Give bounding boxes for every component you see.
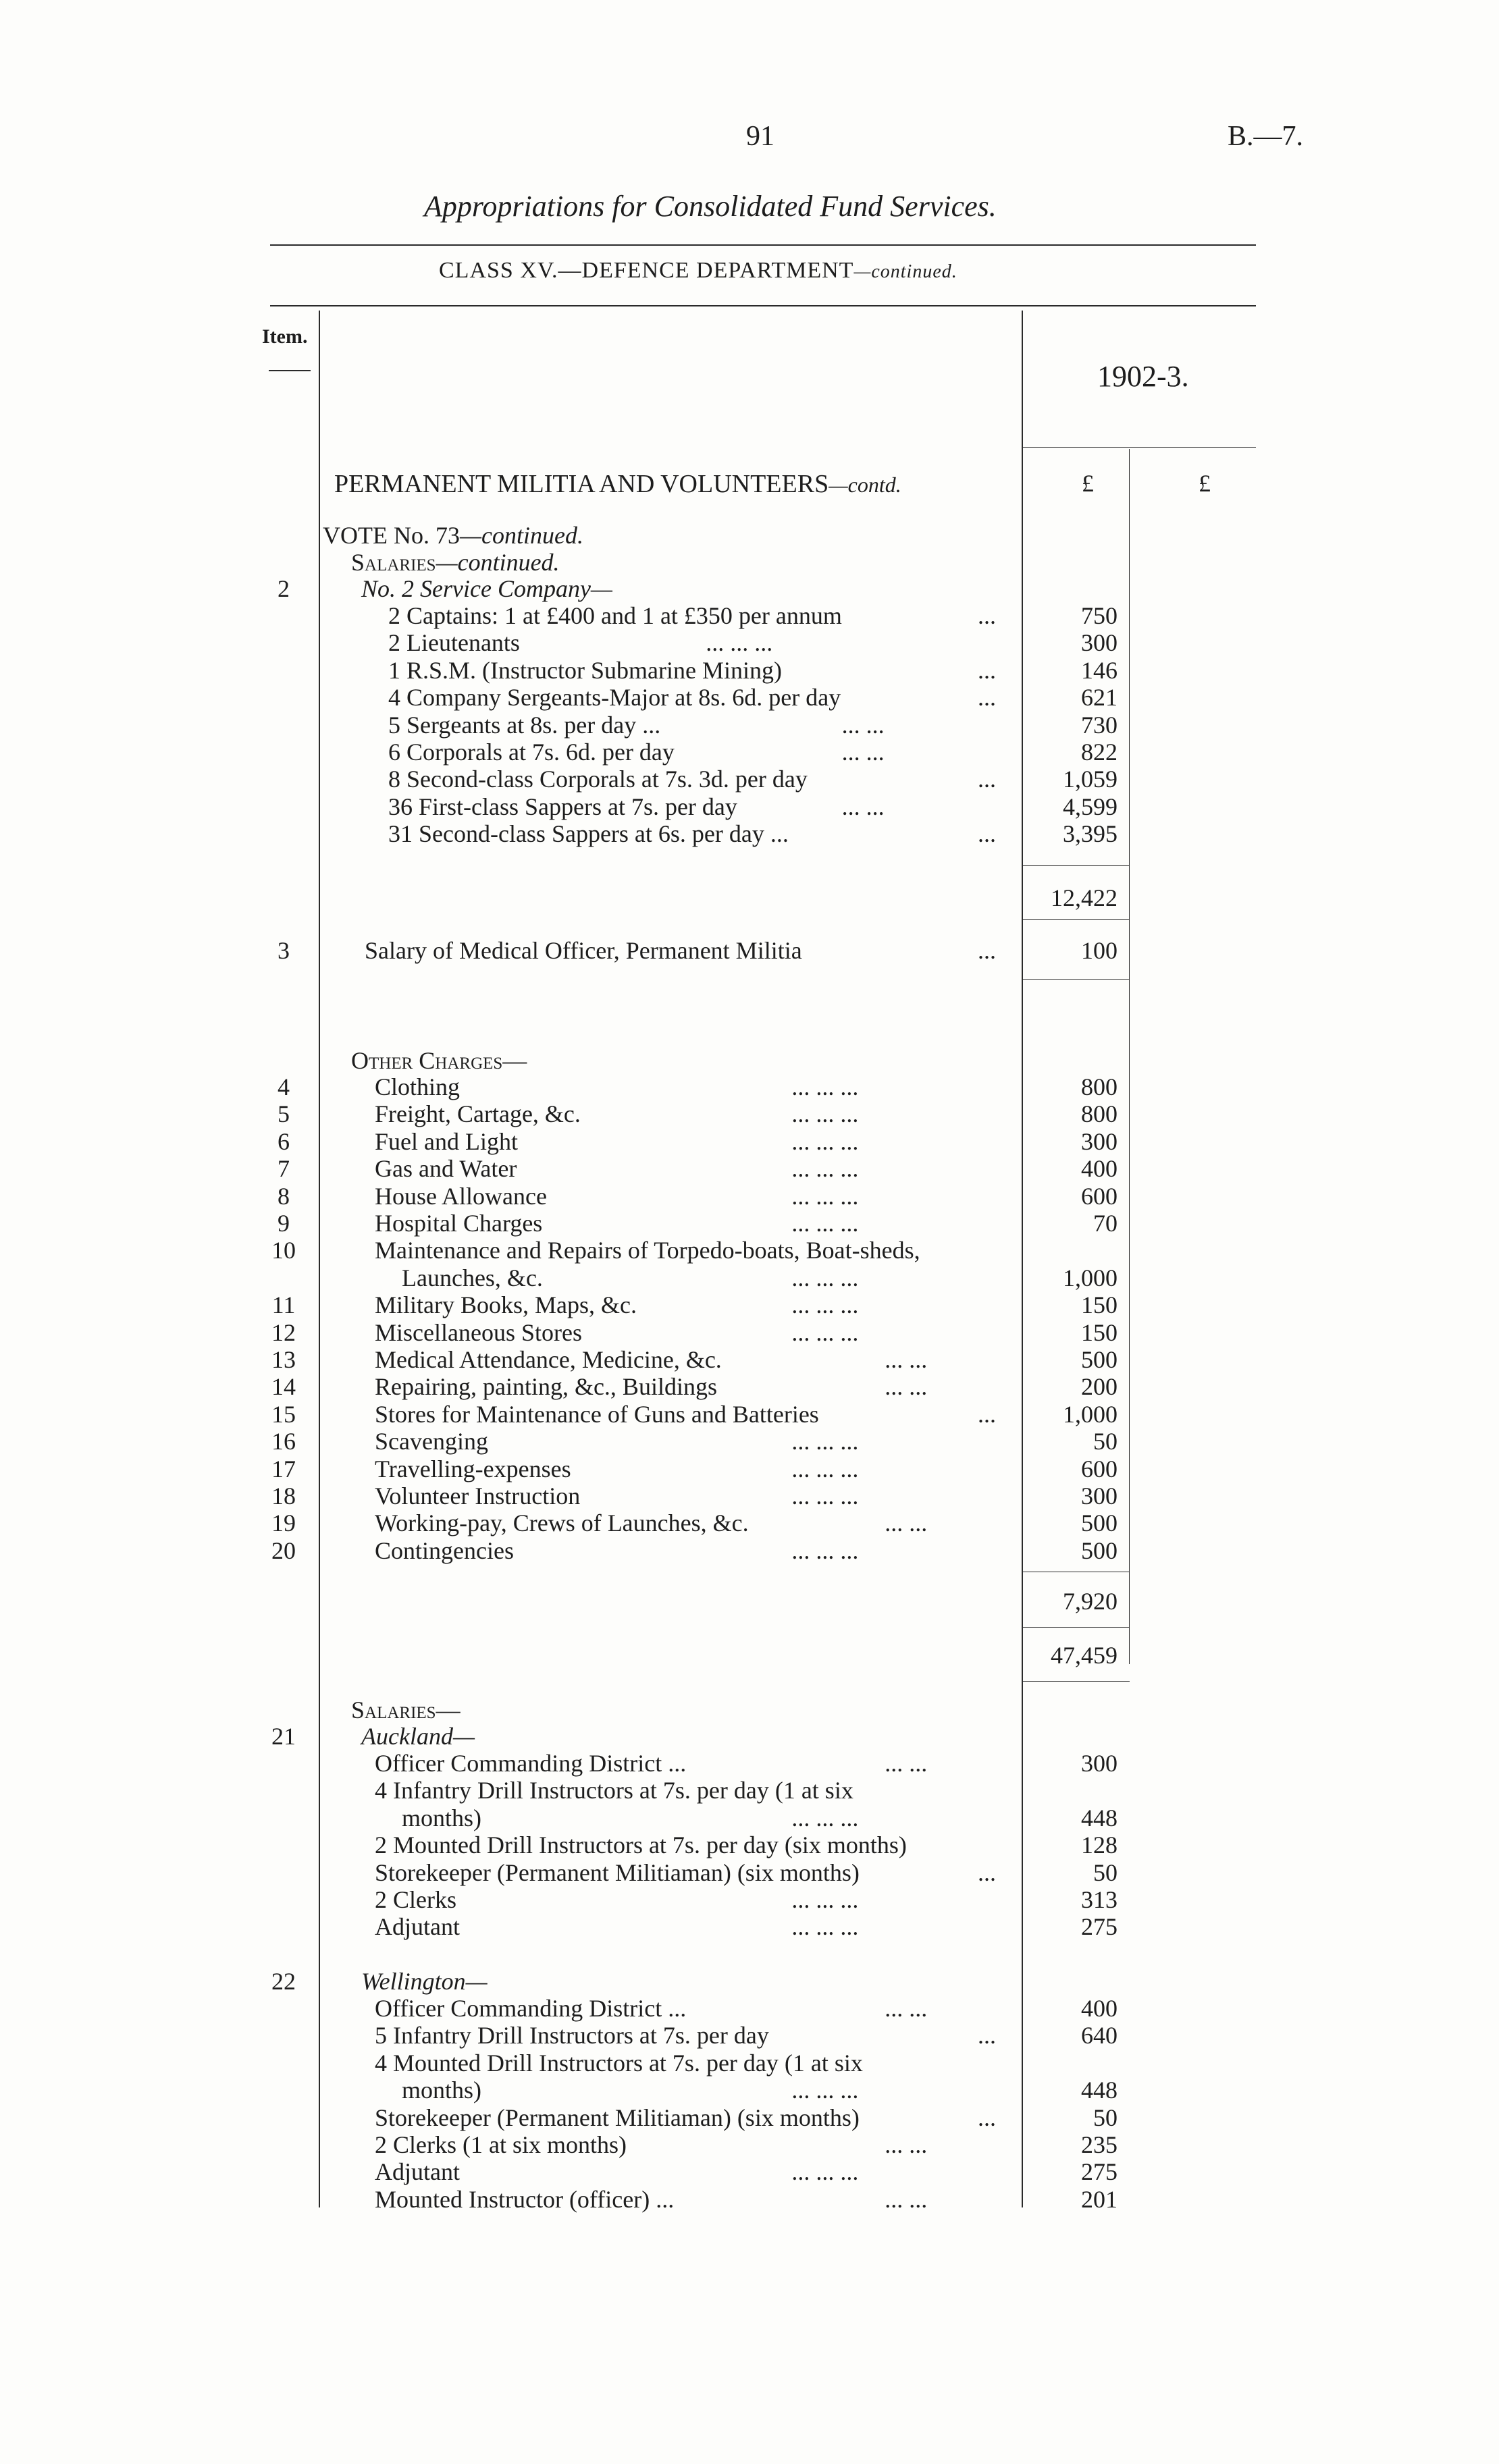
leader-dots: ... ... ... — [791, 1536, 859, 1564]
row-description: 1 R.S.M. (Instructor Submarine Mining) — [388, 656, 782, 684]
row-amount: 150 — [1081, 1318, 1117, 1346]
table-row — [0, 1401, 1499, 1428]
row-description: 2 Lieutenants — [388, 629, 520, 657]
leader-dots: ... ... ... — [791, 1291, 859, 1319]
row-amount: 275 — [1081, 2158, 1117, 2186]
year-header-rule — [1023, 447, 1256, 448]
table-row — [0, 766, 1499, 793]
table-row — [0, 2050, 1499, 2077]
row-description: Maintenance and Repairs of Torpedo-boats, Boat-sheds, — [375, 1237, 920, 1264]
year-column-header: 1902-3. — [1097, 360, 1189, 393]
row-description: Storekeeper (Permanent Militiaman) (six months) — [375, 1858, 860, 1886]
other-subtotal-bottom-rule — [1022, 1627, 1130, 1628]
leader-dots: ... ... ... — [791, 1100, 859, 1128]
table-row — [0, 657, 1499, 684]
table-row — [0, 793, 1499, 820]
row-amount: 400 — [1081, 1995, 1117, 2022]
table-row — [0, 684, 1499, 711]
row-amount: 1,059 — [1063, 766, 1117, 793]
table-row — [0, 1291, 1499, 1318]
table-row — [0, 1913, 1499, 1940]
leader-dots: ... ... — [885, 1750, 928, 1777]
leader-dots: ... — [978, 766, 996, 793]
leader-dots: ... ... ... — [791, 1318, 859, 1346]
item-number: 21 — [271, 1723, 296, 1750]
table-row — [0, 1128, 1499, 1155]
medical-bottom-rule — [1022, 979, 1130, 980]
item-number: 7 — [278, 1155, 290, 1183]
row-amount: 300 — [1081, 1482, 1117, 1509]
row-description: Storekeeper (Permanent Militiaman) (six months) — [375, 2104, 860, 2131]
class-heading-main: CLASS XV.—DEFENCE DEPARTMENT — [439, 258, 854, 283]
row-description: House Allowance — [375, 1182, 547, 1210]
item-number: 12 — [271, 1318, 296, 1346]
row-amount: 640 — [1081, 2022, 1117, 2050]
leader-dots: ... ... ... — [791, 1482, 859, 1509]
leader-dots: ... — [978, 820, 996, 848]
row-description: Officer Commanding District ... — [375, 1995, 687, 2022]
leader-dots: ... — [978, 937, 996, 964]
table-row — [0, 1155, 1499, 1182]
item-number: 6 — [278, 1127, 290, 1155]
leader-dots: ... ... — [841, 739, 885, 766]
leader-dots: ... ... ... — [791, 1127, 859, 1155]
row-description: Launches, &c. — [402, 1264, 543, 1291]
row-amount: 1,000 — [1063, 1264, 1117, 1291]
table-row — [0, 1100, 1499, 1127]
leader-dots: ... ... ... — [706, 629, 773, 657]
leader-dots: ... — [978, 2022, 996, 2050]
table-row — [0, 1428, 1499, 1455]
leader-dots: ... ... ... — [791, 1455, 859, 1482]
leader-dots: ... ... — [841, 793, 885, 820]
item-number: 18 — [271, 1482, 296, 1509]
table-row — [0, 2186, 1499, 2213]
table-row — [0, 1455, 1499, 1482]
row-description: 2 Clerks (1 at six months) — [375, 2131, 627, 2158]
row-amount: 50 — [1093, 2104, 1117, 2131]
row-amount: 4,599 — [1063, 793, 1117, 820]
class-heading-suffix: —continued. — [853, 261, 957, 282]
table-row — [0, 2131, 1499, 2158]
row-amount: 150 — [1081, 1291, 1117, 1319]
leader-dots: ... — [978, 684, 996, 712]
table-row — [0, 1073, 1499, 1100]
salaries-continued-suffix: —continued. — [436, 549, 560, 576]
leader-dots: ... — [978, 656, 996, 684]
table-row — [0, 1859, 1499, 1886]
row-description: 4 Company Sergeants-Major at 8s. 6d. per day — [388, 684, 841, 712]
table-row — [0, 1750, 1499, 1777]
salaries-continued-heading — [351, 548, 560, 577]
row-description: Scavenging — [375, 1428, 488, 1455]
row-description: Adjutant — [375, 2158, 460, 2186]
vote-suffix: —continued. — [459, 522, 583, 549]
row-description: 4 Mounted Drill Instructors at 7s. per day (1 at six — [375, 2049, 863, 2077]
row-amount: 822 — [1081, 739, 1117, 766]
other-subtotal-row — [0, 1588, 1499, 1615]
row-amount: 600 — [1081, 1182, 1117, 1210]
table-row — [0, 1482, 1499, 1509]
row-amount: 70 — [1093, 1210, 1117, 1237]
item-number: 10 — [271, 1237, 296, 1264]
row-description: Working-pay, Crews of Launches, &c. — [375, 1509, 749, 1537]
class-heading — [439, 258, 957, 284]
row-amount: 50 — [1093, 1428, 1117, 1455]
table-row — [0, 1509, 1499, 1536]
item-number: 20 — [271, 1536, 296, 1564]
table-row — [0, 2158, 1499, 2185]
wellington-heading: Wellington— — [361, 1968, 488, 1995]
row-amount: 300 — [1081, 1127, 1117, 1155]
item-number: 22 — [271, 1968, 296, 1995]
row-description: 8 Second-class Corporals at 7s. 3d. per day — [388, 766, 808, 793]
class-rule — [270, 305, 1256, 306]
table-row — [0, 1831, 1499, 1858]
leader-dots: ... ... ... — [791, 1155, 859, 1183]
table-row — [0, 1537, 1499, 1564]
table-row — [0, 2077, 1499, 2104]
leader-dots: ... — [978, 1400, 996, 1428]
row-description: Adjutant — [375, 1913, 460, 1941]
section-title — [334, 469, 901, 499]
item-number: 16 — [271, 1428, 296, 1455]
leader-dots: ... ... ... — [791, 1182, 859, 1210]
table-row — [0, 739, 1499, 766]
row-amount: 448 — [1081, 1804, 1117, 1831]
row-amount: 621 — [1081, 684, 1117, 712]
item-number: 3 — [278, 937, 290, 964]
row-amount: 750 — [1081, 602, 1117, 629]
leader-dots: ... ... — [885, 2185, 928, 2213]
leader-dots: ... ... ... — [791, 1804, 859, 1831]
page-title: Appropriations for Consolidated Fund Services. — [424, 190, 997, 223]
service-company-heading: No. 2 Service Company— — [361, 575, 612, 602]
table-row — [0, 1319, 1499, 1346]
row-amount: 50 — [1093, 1858, 1117, 1886]
company-subtotal-rule — [1022, 865, 1130, 866]
row-description: 2 Mounted Drill Instructors at 7s. per day (six months) — [375, 1831, 907, 1859]
table-row — [0, 1237, 1499, 1264]
page-number: 91 — [746, 121, 774, 152]
row-amount: 146 — [1081, 656, 1117, 684]
row-description: months) — [402, 2077, 482, 2104]
grand-total-row — [0, 1642, 1499, 1669]
leader-dots: ... ... — [885, 1346, 928, 1373]
row-amount: 500 — [1081, 1509, 1117, 1537]
row-description: 2 Captains: 1 at £400 and 1 at £350 per annum — [388, 602, 842, 629]
row-description: Clothing — [375, 1073, 461, 1100]
row-description: Repairing, painting, &c., Buildings — [375, 1373, 717, 1401]
leader-dots: ... — [978, 1858, 996, 1886]
item-number: 11 — [271, 1291, 296, 1319]
row-amount: 235 — [1081, 2131, 1117, 2158]
row-description: Fuel and Light — [375, 1127, 518, 1155]
row-description: 6 Corporals at 7s. 6d. per day — [388, 739, 675, 766]
table-row — [0, 1804, 1499, 1831]
row-amount: 300 — [1081, 1750, 1117, 1777]
company-subtotal: 12,422 — [1051, 884, 1117, 911]
row-description: Officer Commanding District ... — [375, 1750, 687, 1777]
leader-dots: ... ... ... — [791, 1210, 859, 1237]
row-description: Travelling-expenses — [375, 1455, 571, 1482]
row-amount: 500 — [1081, 1346, 1117, 1373]
row-amount: 300 — [1081, 629, 1117, 657]
item-number: 8 — [278, 1182, 290, 1210]
row-description: Hospital Charges — [375, 1210, 543, 1237]
page-reference: B.—7. — [1228, 121, 1304, 152]
other-charges-subtotal: 7,920 — [1063, 1588, 1117, 1615]
row-description: Mounted Instructor (officer) ... — [375, 2185, 675, 2213]
grand-total: 47,459 — [1051, 1642, 1117, 1669]
service-company-row — [0, 575, 1499, 602]
row-amount: 201 — [1081, 2185, 1117, 2213]
table-row — [0, 1264, 1499, 1291]
item-column-header: Item. — [262, 325, 308, 348]
vote-number: VOTE No. 73 — [323, 522, 460, 549]
row-description: Miscellaneous Stores — [375, 1318, 582, 1346]
row-amount: 800 — [1081, 1100, 1117, 1128]
row-description: 2 Clerks — [375, 1886, 456, 1913]
pound-sign-column-2: £ — [1199, 470, 1211, 497]
leader-dots: ... ... ... — [791, 1264, 859, 1291]
leader-dots: ... ... — [885, 1373, 928, 1401]
row-amount: 3,395 — [1063, 820, 1117, 848]
item-number: 5 — [278, 1100, 290, 1128]
leader-dots: ... ... — [885, 1509, 928, 1537]
row-amount: 448 — [1081, 2077, 1117, 2104]
item-number: 14 — [271, 1373, 296, 1401]
table-row — [0, 712, 1499, 739]
leader-dots: ... ... ... — [791, 1428, 859, 1455]
row-description: 5 Sergeants at 8s. per day ... — [388, 711, 661, 739]
leader-dots: ... ... ... — [791, 1886, 859, 1913]
row-amount: 313 — [1081, 1886, 1117, 1913]
medical-officer-description: Salary of Medical Officer, Permanent Militia — [365, 937, 802, 964]
grand-total-bottom-rule — [1022, 1681, 1130, 1682]
item-number: 13 — [271, 1346, 296, 1373]
row-description: 4 Infantry Drill Instructors at 7s. per day (1 at six — [375, 1777, 853, 1804]
item-number: 17 — [271, 1455, 296, 1482]
row-description: Stores for Maintenance of Guns and Batteries — [375, 1400, 819, 1428]
row-amount: 1,000 — [1063, 1400, 1117, 1428]
leader-dots: ... ... — [885, 2131, 928, 2158]
row-amount: 128 — [1081, 1831, 1117, 1859]
table-row — [0, 1183, 1499, 1210]
wellington-heading-row — [0, 1968, 1499, 1995]
table-row — [0, 1346, 1499, 1373]
row-amount: 600 — [1081, 1455, 1117, 1482]
item-header-dash — [269, 370, 311, 371]
item-number: 2 — [278, 575, 290, 602]
leader-dots: ... — [978, 2104, 996, 2131]
row-amount: 200 — [1081, 1373, 1117, 1401]
table-row — [0, 1886, 1499, 1913]
table-row — [0, 820, 1499, 847]
leader-dots: ... — [978, 602, 996, 629]
row-description: Gas and Water — [375, 1155, 517, 1183]
table-row — [0, 629, 1499, 656]
table-row — [0, 1995, 1499, 2022]
title-rule — [270, 244, 1256, 246]
leader-dots: ... ... ... — [791, 2077, 859, 2104]
salaries-continued-label: Salaries — [351, 549, 436, 576]
row-description: 31 Second-class Sappers at 6s. per day ... — [388, 820, 789, 848]
row-description: Freight, Cartage, &c. — [375, 1100, 581, 1128]
item-number: 9 — [278, 1210, 290, 1237]
leader-dots: ... ... — [885, 1995, 928, 2022]
row-amount: 400 — [1081, 1155, 1117, 1183]
auckland-heading: Auckland— — [361, 1723, 475, 1750]
section-title-suffix: —contd. — [829, 473, 901, 497]
medical-officer-row — [0, 937, 1499, 964]
row-description: 5 Infantry Drill Instructors at 7s. per day — [375, 2022, 769, 2050]
pound-sign-column-1: £ — [1082, 470, 1094, 497]
row-amount: 275 — [1081, 1913, 1117, 1941]
leader-dots: ... ... ... — [791, 2158, 859, 2186]
row-description: Volunteer Instruction — [375, 1482, 581, 1509]
item-number: 15 — [271, 1400, 296, 1428]
table-row — [0, 602, 1499, 629]
table-row — [0, 2022, 1499, 2049]
leader-dots: ... ... ... — [791, 1913, 859, 1941]
medical-officer-amount: 100 — [1081, 937, 1117, 964]
row-description: 36 First-class Sappers at 7s. per day — [388, 793, 737, 820]
row-amount: 500 — [1081, 1536, 1117, 1564]
leader-dots: ... ... ... — [791, 1073, 859, 1100]
leader-dots: ... ... — [841, 711, 885, 739]
table-row — [0, 1373, 1499, 1400]
table-row — [0, 2104, 1499, 2131]
row-description: Medical Attendance, Medicine, &c. — [375, 1346, 722, 1373]
other-charges-heading: Other Charges— — [351, 1047, 527, 1074]
table-row — [0, 1210, 1499, 1237]
auckland-heading-row — [0, 1723, 1499, 1750]
company-subtotal-bottom-rule — [1022, 919, 1130, 920]
table-row — [0, 1777, 1499, 1804]
item-number: 19 — [271, 1509, 296, 1537]
row-amount: 800 — [1081, 1073, 1117, 1100]
row-description: Military Books, Maps, &c. — [375, 1291, 637, 1319]
row-description: Contingencies — [375, 1536, 514, 1564]
row-amount: 730 — [1081, 711, 1117, 739]
vote-heading — [323, 521, 583, 550]
section-title-main: PERMANENT MILITIA AND VOLUNTEERS — [334, 470, 829, 498]
company-subtotal-row — [0, 884, 1499, 911]
row-description: months) — [402, 1804, 482, 1831]
item-number: 4 — [278, 1073, 290, 1100]
salaries-heading: Salaries— — [351, 1696, 461, 1723]
